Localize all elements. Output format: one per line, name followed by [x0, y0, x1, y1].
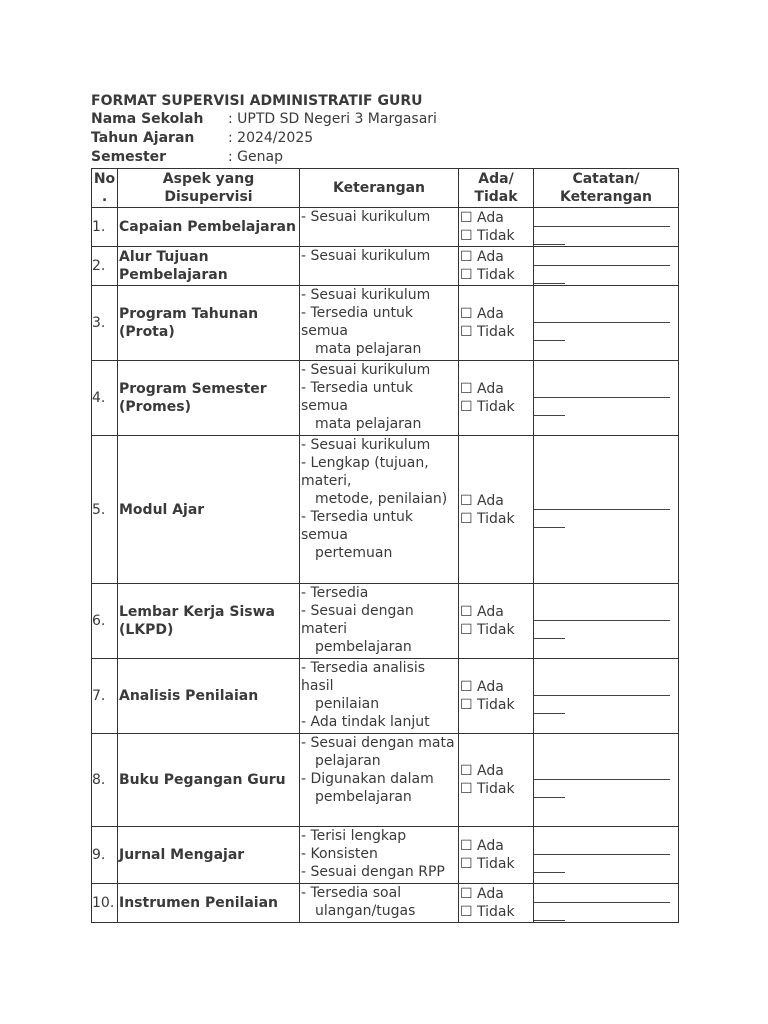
keterangan-line: metode, penilaian) — [315, 491, 448, 507]
ada-tidak-cell — [459, 827, 534, 884]
ada-tidak-cell — [459, 584, 534, 659]
aspect-name: Program Tahunan (Prota) — [118, 286, 300, 361]
keterangan-line: ulangan/tugas — [315, 903, 416, 919]
note-line — [534, 227, 565, 245]
ada-tidak-cell — [459, 734, 534, 827]
keterangan-line: - Sesuai dengan mata — [301, 735, 455, 751]
aspect-name: Instrumen Penilaian — [118, 884, 300, 923]
ada-checkbox[interactable]: ☐ Ada — [460, 838, 504, 854]
table-row — [92, 734, 679, 827]
note-line — [534, 603, 670, 621]
keterangan-line: - Tersedia untuk semua — [301, 509, 413, 543]
note-line — [534, 696, 565, 714]
table-row — [92, 247, 679, 286]
tidak-checkbox[interactable]: ☐ Tidak — [460, 324, 515, 340]
aspect-name: Capaian Pembelajaran — [118, 208, 300, 247]
row-number: 2. — [92, 247, 118, 286]
keterangan-line: pelajaran — [315, 753, 381, 769]
keterangan-line: mata pelajaran — [315, 341, 422, 357]
row-number: 3. — [92, 286, 118, 361]
ada-tidak-cell — [459, 286, 534, 361]
ada-tidak-cell — [459, 884, 534, 923]
keterangan-cell — [300, 436, 459, 584]
ada-tidak-cell — [459, 361, 534, 436]
table-row — [92, 208, 679, 247]
note-line — [534, 305, 670, 323]
row-number: 8. — [92, 734, 118, 827]
keterangan-cell — [300, 584, 459, 659]
table-row — [92, 584, 679, 659]
ada-tidak-cell — [459, 659, 534, 734]
keterangan-line: - Konsisten — [301, 846, 378, 862]
meta-label: Semester — [91, 149, 167, 165]
ada-checkbox[interactable]: ☐ Ada — [460, 886, 504, 902]
note-line — [534, 762, 670, 780]
table-row — [92, 827, 679, 884]
note-line — [534, 837, 670, 855]
ada-checkbox[interactable]: ☐ Ada — [460, 210, 504, 226]
note-line — [534, 903, 565, 921]
meta-label: Tahun Ajaran — [91, 130, 195, 146]
keterangan-line: - Sesuai kurikulum — [301, 248, 431, 264]
ada-checkbox[interactable]: ☐ Ada — [460, 381, 504, 397]
catatan-cell[interactable] — [534, 208, 679, 247]
keterangan-line: - Sesuai kurikulum — [301, 362, 431, 378]
note-line — [534, 885, 670, 903]
note-line — [534, 209, 670, 227]
meta-value: : Genap — [228, 149, 283, 165]
keterangan-cell — [300, 361, 459, 436]
tidak-checkbox[interactable]: ☐ Tidak — [460, 267, 515, 283]
ada-checkbox[interactable]: ☐ Ada — [460, 604, 504, 620]
meta-school — [91, 110, 679, 129]
keterangan-cell — [300, 884, 459, 923]
table-row — [92, 659, 679, 734]
aspect-name: Modul Ajar — [118, 436, 300, 584]
table-row — [92, 286, 679, 361]
tidak-checkbox[interactable]: ☐ Tidak — [460, 856, 515, 872]
keterangan-cell — [300, 659, 459, 734]
note-line — [534, 380, 670, 398]
catatan-cell[interactable] — [534, 436, 679, 584]
header-no: No . — [92, 169, 118, 208]
note-line — [534, 678, 670, 696]
header-aspek: Aspek yang Disupervisi — [118, 169, 300, 208]
catatan-cell[interactable] — [534, 884, 679, 923]
catatan-cell[interactable] — [534, 659, 679, 734]
note-line — [534, 492, 670, 510]
keterangan-line: mata pelajaran — [315, 416, 422, 432]
keterangan-line: - Tersedia untuk semua — [301, 380, 413, 414]
ada-checkbox[interactable]: ☐ Ada — [460, 679, 504, 695]
meta-value: : UPTD SD Negeri 3 Margasari — [228, 111, 437, 127]
ada-tidak-cell — [459, 436, 534, 584]
keterangan-line: - Tersedia soal — [301, 885, 402, 901]
table-row — [92, 884, 679, 923]
keterangan-line: - Terisi lengkap — [301, 828, 407, 844]
table-row — [92, 361, 679, 436]
keterangan-cell — [300, 827, 459, 884]
tidak-checkbox[interactable]: ☐ Tidak — [460, 781, 515, 797]
aspect-name: Alur Tujuan Pembelajaran — [118, 247, 300, 286]
document-title: FORMAT SUPERVISI ADMINISTRATIF GURU — [91, 93, 423, 109]
meta-label: Nama Sekolah — [91, 111, 204, 127]
tidak-checkbox[interactable]: ☐ Tidak — [460, 697, 515, 713]
ada-tidak-cell — [459, 208, 534, 247]
table-header-row — [92, 169, 679, 208]
note-line — [534, 780, 565, 798]
keterangan-line: - Ada tindak lanjut — [301, 714, 430, 730]
aspect-name: Buku Pegangan Guru — [118, 734, 300, 827]
keterangan-line: - Digunakan dalam — [301, 771, 434, 787]
note-line — [534, 248, 670, 266]
tidak-checkbox[interactable]: ☐ Tidak — [460, 622, 515, 638]
header-ada-tidak: Ada/ Tidak — [459, 169, 534, 208]
keterangan-line: pembelajaran — [315, 789, 412, 805]
ada-checkbox[interactable]: ☐ Ada — [460, 249, 504, 265]
ada-checkbox[interactable]: ☐ Ada — [460, 763, 504, 779]
keterangan-line: pembelajaran — [315, 639, 412, 655]
meta-year — [91, 129, 679, 148]
keterangan-line: - Sesuai dengan RPP — [301, 864, 445, 880]
row-number: 9. — [92, 827, 118, 884]
meta-semester — [91, 148, 679, 167]
row-number: 1. — [92, 208, 118, 247]
ada-tidak-cell — [459, 247, 534, 286]
catatan-cell[interactable] — [534, 247, 679, 286]
note-line — [534, 323, 565, 341]
header-keterangan: Keterangan — [300, 169, 459, 208]
tidak-checkbox[interactable]: ☐ Tidak — [460, 904, 515, 920]
keterangan-line: - Sesuai kurikulum — [301, 287, 431, 303]
row-number: 6. — [92, 584, 118, 659]
keterangan-line: - Sesuai dengan materi — [301, 603, 414, 637]
note-line — [534, 855, 565, 873]
document — [91, 92, 679, 923]
tidak-checkbox[interactable]: ☐ Tidak — [460, 510, 515, 527]
meta-value: : 2024/2025 — [228, 130, 314, 146]
aspect-name: Program Semester (Promes) — [118, 361, 300, 436]
aspect-name: Jurnal Mengajar — [118, 827, 300, 884]
supervision-table — [91, 168, 679, 923]
ada-checkbox[interactable]: ☐ Ada — [460, 306, 504, 322]
row-number: 4. — [92, 361, 118, 436]
catatan-cell[interactable] — [534, 734, 679, 827]
aspect-name: Analisis Penilaian — [118, 659, 300, 734]
note-line — [534, 510, 565, 528]
header-catatan: Catatan/ Keterangan — [534, 169, 679, 208]
keterangan-cell — [300, 247, 459, 286]
row-number: 7. — [92, 659, 118, 734]
row-number: 10. — [92, 884, 118, 923]
note-line — [534, 266, 565, 284]
tidak-checkbox[interactable]: ☐ Tidak — [460, 228, 515, 244]
catatan-cell[interactable] — [534, 827, 679, 884]
note-line — [534, 398, 565, 416]
ada-checkbox[interactable]: ☐ Ada — [460, 492, 504, 509]
keterangan-line: - Sesuai kurikulum — [301, 209, 431, 225]
catatan-cell[interactable] — [534, 584, 679, 659]
keterangan-line: - Tersedia analisis hasil — [301, 660, 426, 694]
keterangan-line: - Tersedia untuk semua — [301, 305, 413, 339]
keterangan-line: - Tersedia — [301, 585, 369, 601]
catatan-cell[interactable] — [534, 286, 679, 361]
keterangan-cell — [300, 208, 459, 247]
keterangan-line: pertemuan — [315, 545, 393, 561]
keterangan-cell — [300, 734, 459, 827]
aspect-name: Lembar Kerja Siswa (LKPD) — [118, 584, 300, 659]
note-line — [534, 621, 565, 639]
tidak-checkbox[interactable]: ☐ Tidak — [460, 399, 515, 415]
keterangan-cell — [300, 286, 459, 361]
row-number: 5. — [92, 436, 118, 584]
keterangan-line: - Sesuai kurikulum — [301, 437, 431, 453]
keterangan-line: - Lengkap (tujuan, materi, — [301, 455, 429, 489]
keterangan-line: penilaian — [315, 696, 380, 712]
table-row — [92, 436, 679, 584]
catatan-cell[interactable] — [534, 361, 679, 436]
